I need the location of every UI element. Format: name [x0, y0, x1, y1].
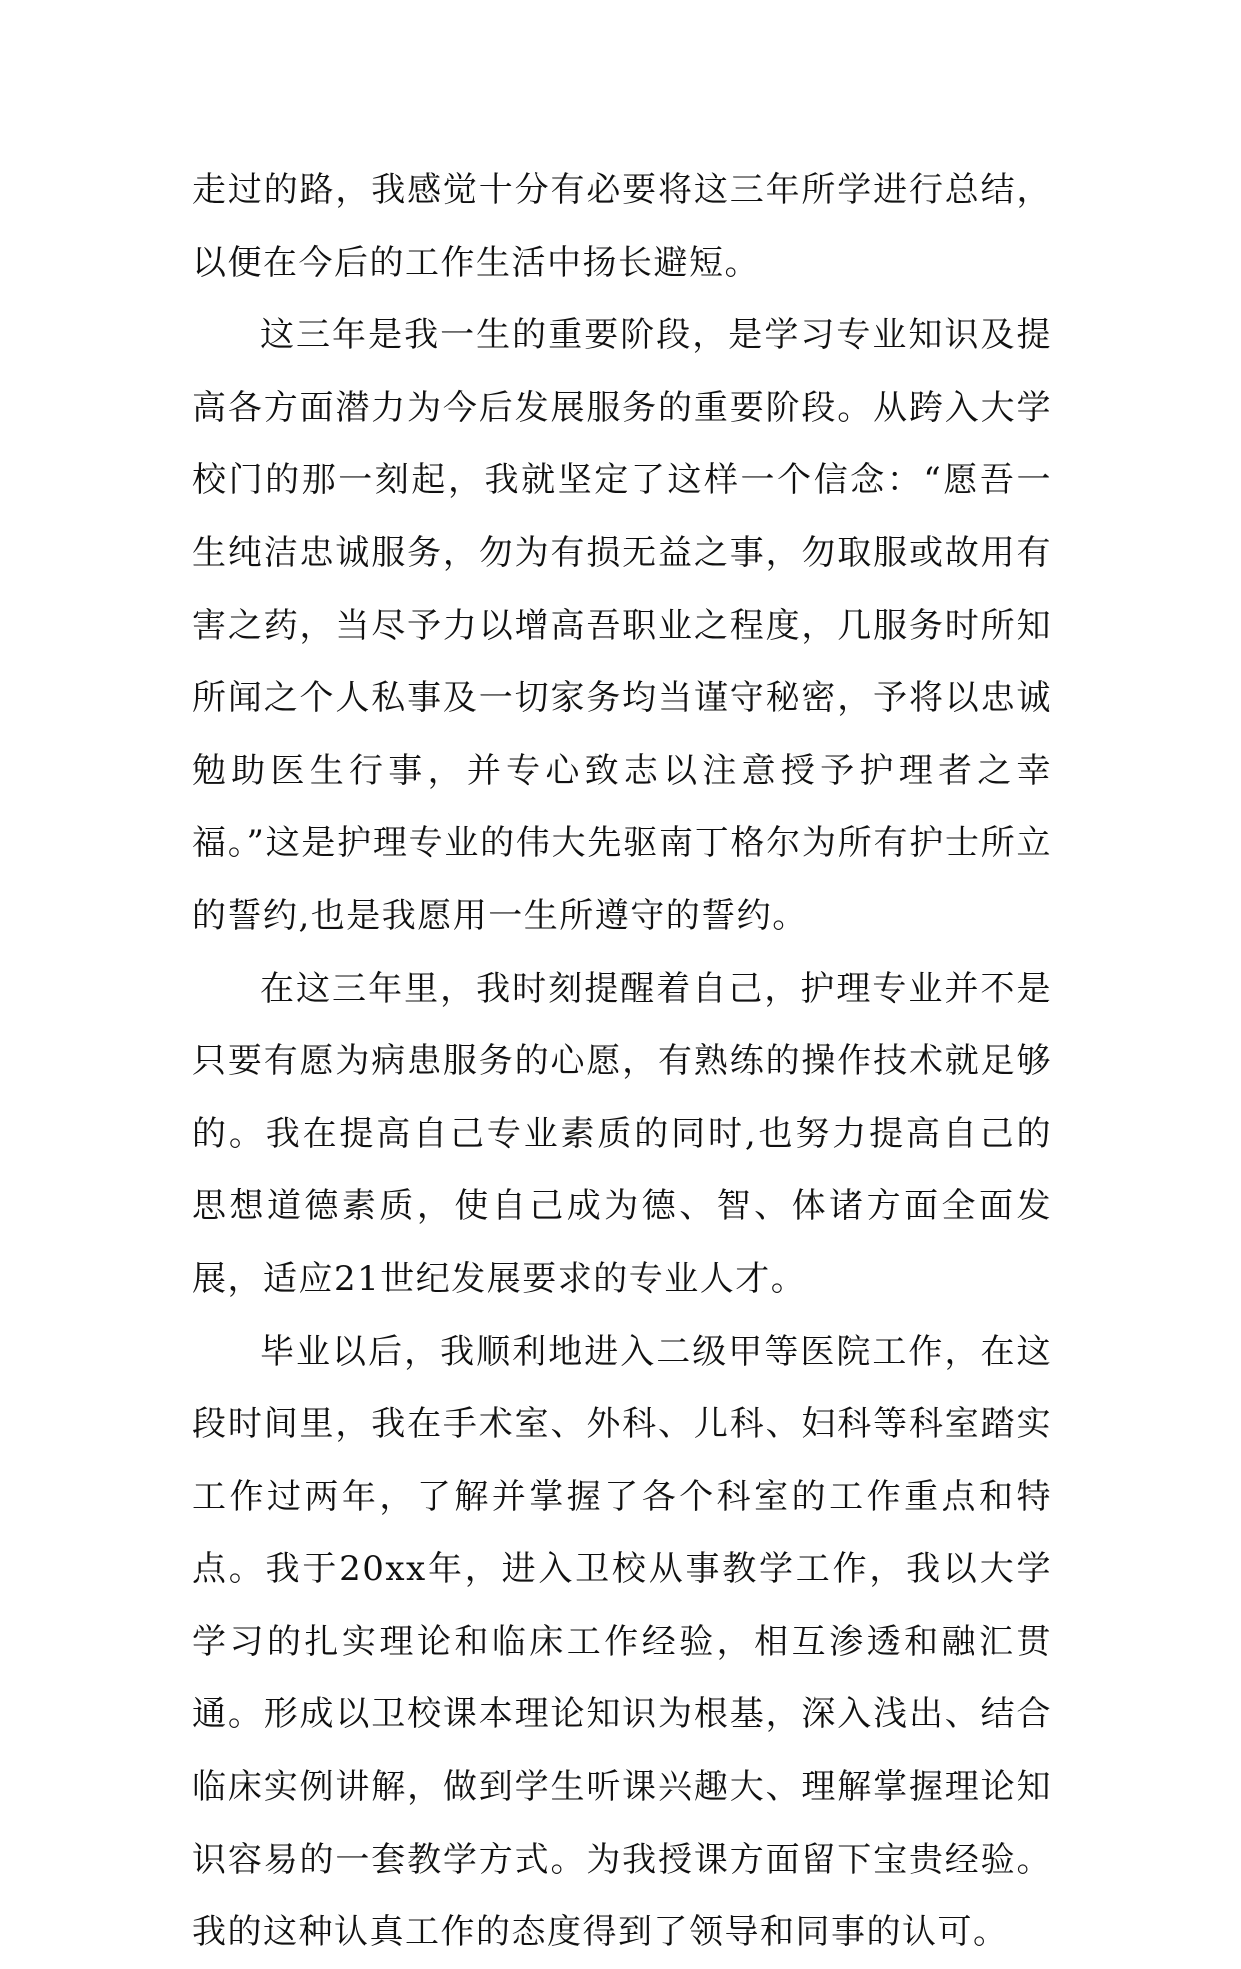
paragraph-nightingale-pledge: 这三年是我一生的重要阶段，是学习专业知识及提高各方面潜力为今后发展服务的重要阶段。从跨入大学校门的那一刻起，我就坚定了这样一个信念：“愿吾一生纯洁忠诚服务，勿为有损无益之事，勿取服或故用有害之药，当尽予力以增高吾职业之程度，几服务时所知所闻之个人私事及一切家务均当谨守秘密，予将以忠诚勉助医生行事，并专心致志以注意授予护理者之幸福。”这是护理专业的伟大先驱南丁格尔为所有护士所立的誓约,也是我愿用一生所遵守的誓约。 [192, 315, 1052, 936]
body-text [192, 154, 1052, 1969]
paragraph-continuation: 走过的路，我感觉十分有必要将这三年所学进行总结，以便在今后的工作生活中扬长避短。 [192, 170, 1052, 283]
paragraph-work-experience: 毕业以后，我顺利地进入二级甲等医院工作，在这段时间里，我在手术室、外科、儿科、妇科等科室踏实工作过两年，了解并掌握了各个科室的工作重点和特点。我于20xx年，进入卫校从事教学工作，我以大学学习的扎实理论和临床工作经验，相互渗透和融汇贯通。形成以卫校课本理论知识为根基，深入浅出、结合临床实例讲解，做到学生听课兴趣大、理解掌握理论知识容易的一套教学方式。为我授课方面留下宝贵经验。我的这种认真工作的态度得到了领导和同事的认可。 [192, 1331, 1052, 1953]
paragraph-self-improvement: 在这三年里，我时刻提醒着自己，护理专业并不是只要有愿为病患服务的心愿，有熟练的操作技术就足够的。我在提高自己专业素质的同时,也努力提高自己的思想道德素质，使自己成为德、智、体诸方面全面发展，适应21世纪发展要求的专业人才。 [192, 968, 1052, 1299]
